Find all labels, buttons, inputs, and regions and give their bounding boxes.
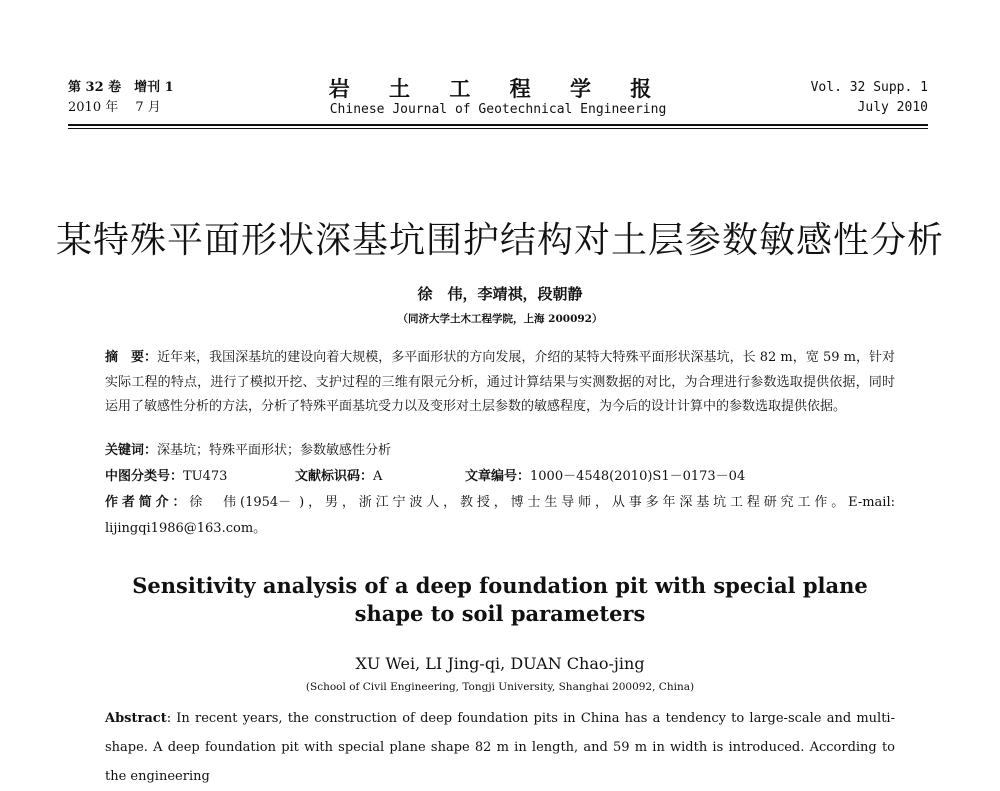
bio-text: 徐 伟(1954－ )，男，浙江宁波人，教授，博士生导师，从事多年深基坑工程研究工作。E-mail: lijingqi1986@163.com。 bbox=[105, 495, 895, 536]
header-rule-thin bbox=[68, 128, 928, 129]
keywords-cn-label: 关键词： bbox=[105, 443, 158, 458]
affiliation-en: (School of Civil Engineering, Tongji University, Shanghai 200092, China) bbox=[305, 681, 695, 693]
journal-title-cn: 岩 土 工 程 学 报 bbox=[328, 76, 668, 101]
date-cn: 2010 年 7 月 bbox=[68, 100, 161, 115]
abstract-cn-label: 摘 要： bbox=[105, 350, 158, 365]
header-rule-thick bbox=[68, 124, 928, 126]
paper-title-en: Sensitivity analysis of a deep foundation pit with special plane shape to soil parameters bbox=[132, 573, 868, 626]
header-center bbox=[68, 78, 928, 120]
abstract-en-text: : In recent years, the construction of deep foundation pits in China has a tendency to large-scale and multi-shape. A deep foundation pit with special plane shape 82 m in length, and 59 m in width is introduced. According to the engineering bbox=[105, 711, 895, 784]
clc-label: 中图分类号： bbox=[105, 469, 184, 484]
volume-en: Vol. 32 Supp. 1 bbox=[810, 80, 928, 95]
abstract-en-label: Abstract bbox=[105, 711, 167, 726]
affiliation-cn: （同济大学土木工程学院，上海 200092） bbox=[397, 313, 603, 325]
article-no-label: 文章编号： bbox=[465, 469, 531, 484]
header-right bbox=[811, 78, 928, 118]
authors-en: XU Wei, LI Jing-qi, DUAN Chao-jing bbox=[355, 654, 645, 673]
author-bio-cn bbox=[105, 490, 895, 542]
doc-code-value: A bbox=[373, 469, 383, 484]
abstract-cn bbox=[105, 346, 895, 420]
volume-cn: 第 32 卷 增刊 1 bbox=[68, 80, 174, 95]
abstract-cn-text: 近年来，我国深基坑的建设向着大规模，多平面形状的方向发展，介绍的某特大特殊平面形状深基坑，长 82 m，宽 59 m，针对实际工程的特点，进行了模拟开挖、支护过程的三维有限元分析，通过计算结果与实测数据的对比，为合理进行参数选取提供依据，同时运用了敏感性分析的方法，分析了特殊平面基坑受力以及变形对土层参数的敏感程度，为今后的设计计算中的参数选取提供依据。 bbox=[105, 350, 895, 414]
abstract-en bbox=[105, 704, 895, 791]
clc-value: TU473 bbox=[183, 469, 228, 484]
keywords-cn bbox=[105, 440, 895, 462]
keywords-cn-text: 深基坑；特殊平面形状；参数敏感性分析 bbox=[157, 443, 392, 458]
classification-line bbox=[105, 466, 895, 488]
paper-title-cn: 某特殊平面形状深基坑围护结构对土层参数敏感性分析 bbox=[55, 220, 944, 261]
bio-label: 作者简介： bbox=[105, 495, 190, 510]
journal-header bbox=[68, 78, 928, 122]
doc-code-label: 文献标识码： bbox=[295, 469, 374, 484]
authors-cn: 徐 伟，李靖祺，段朝静 bbox=[417, 285, 583, 303]
journal-title-en: Chinese Journal of Geotechnical Engineering bbox=[329, 102, 667, 117]
date-en: July 2010 bbox=[857, 100, 928, 115]
article-no-value: 1000－4548(2010)S1－0173－04 bbox=[530, 469, 746, 484]
